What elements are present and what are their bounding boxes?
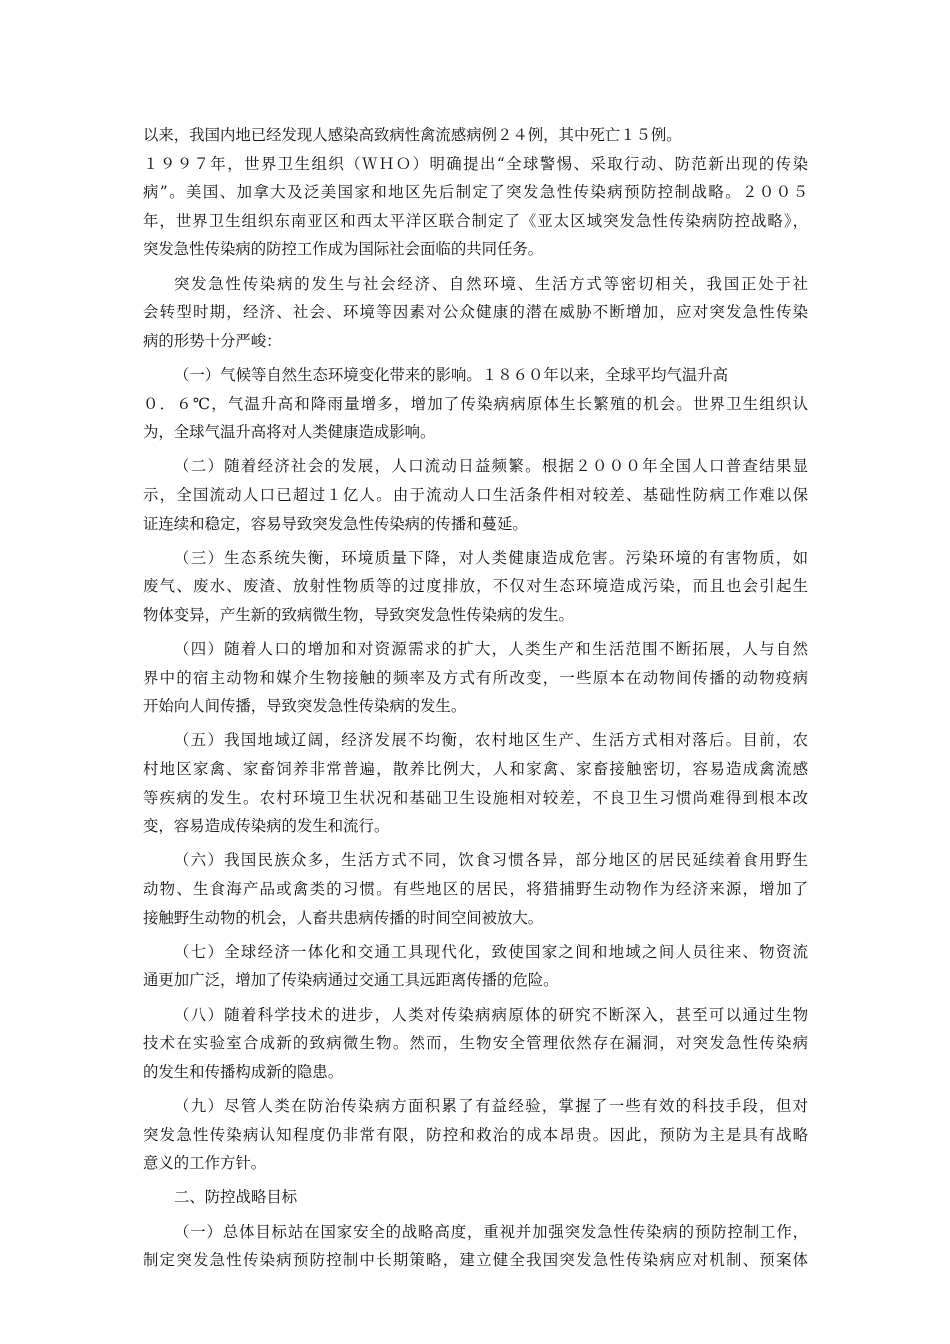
text-line: （二）随着经济社会的发展，人口流动日益频繁。根据２０００年全国人口普查结果显 [174,457,808,476]
text-line: （六）我国民族众多，生活方式不同，饮食习惯各异，部分地区的居民延续着食用野生 [174,851,808,870]
text-line: （八）随着科学技术的进步，人类对传染病病原体的研究不断深入，甚至可以通过生物 [174,1005,808,1024]
text-line: （一）气候等自然生态环境变化带来的影响。１８６０年以来，全球平均气温升高 [174,365,729,384]
text-line: 技术在实验室合成新的致病微生物。然而，生物安全管理依然存在漏洞，对突发急性传染病 [143,1034,808,1053]
section-heading-text: 二、防控战略目标 [174,1188,298,1207]
text-line: 意义的工作方针。 [143,1154,267,1173]
text-line: 通更加广泛，增加了传染病通过交通工具远距离传播的危险。 [143,971,559,990]
paragraph [143,121,808,264]
paragraph [143,1001,808,1087]
text-line: 接触野生动物的机会，人畜共患病传播的时间空间被放大。 [143,908,544,927]
text-line: 物体变异，产生新的致病微生物，导致突发急性传染病的发生。 [143,605,574,624]
text-line: 村地区家禽、家畜饲养非常普遍，散养比例大，人和家禽、家畜接触密切，容易造成禽流感 [143,760,808,779]
paragraph [143,1218,808,1275]
text-line: （三）生态系统失衡，环境质量下降，对人类健康造成危害。污染环境的有害物质，如 [174,548,808,567]
paragraph [143,938,808,995]
text-line: ０．６℃，气温升高和降雨量增多，增加了传染病病原体生长繁殖的机会。世界卫生组织认 [143,394,808,413]
paragraph [143,635,808,721]
text-line: 病”。美国、加拿大及泛美国家和地区先后制定了突发急性传染病预防控制战略。２００５ [143,183,808,202]
text-line: 开始向人间传播，导致突发急性传染病的发生。 [143,697,467,716]
paragraph [143,846,808,932]
text-line: （九）尽管人类在防治传染病方面积累了有益经验，掌握了一些有效的科技手段，但对 [174,1096,808,1115]
text-line: １９９７年，世界卫生组织（ＷＨＯ）明确提出“全球警惕、采取行动、防范新出现的传染 [143,154,808,173]
text-line: 以来，我国内地已经发现人感染高致病性禽流感病例２４例，其中死亡１５例。 [143,126,682,144]
paragraph [143,452,808,538]
paragraph [143,544,808,630]
text-line: 动物、生食海产品或禽类的习惯。有些地区的居民，将猎捕野生动物作为经济来源，增加了 [143,880,808,898]
text-line: （五）我国地域辽阔，经济发展不均衡，农村地区生产、生活方式相对落后。目前，农 [174,731,808,750]
text-line: 突发急性传染病认知程度仍非常有限，防控和救治的成本昂贵。因此，预防为主是具有战略 [143,1125,808,1144]
text-line: 会转型时期，经济、社会、环境等因素对公众健康的潜在威胁不断增加，应对突发急性传染 [143,303,808,322]
section-heading [143,1183,808,1212]
text-line: 等疾病的发生。农村环境卫生状况和基础卫生设施相对较差，不良卫生习惯尚难得到根本改 [143,788,808,807]
paragraph [143,726,808,840]
text-line: 界中的宿主动物和媒介生物接触的频率及方式有所改变，一些原本在动物间传播的动物疫病 [143,668,808,687]
text-line: 年，世界卫生组织东南亚区和西太平洋区联合制定了《亚太区域突发急性传染病防控战略》， [143,211,808,230]
text-line: 制定突发急性传染病预防控制中长期策略，建立健全我国突发急性传染病应对机制、预案体 [143,1251,808,1270]
text-line: 的发生和传播构成新的隐患。 [143,1062,344,1081]
text-line: 废气、废水、废渣、放射性物质等的过度排放，不仅对生态环境造成污染，而且也会引起生 [143,577,808,596]
text-line: （七）全球经济一体化和交通工具现代化，致使国家之间和地域之间人员往来、物资流 [174,942,808,961]
paragraph [143,361,808,447]
text-line: 突发急性传染病的发生与社会经济、自然环境、生活方式等密切相关，我国正处于社 [174,274,808,293]
paragraph [143,1092,808,1178]
text-line: 证连续和稳定，容易导致突发急性传染病的传播和蔓延。 [143,514,528,533]
text-line: （一）总体目标站在国家安全的战略高度，重视并加强突发急性传染病的预防控制工作， [174,1222,808,1241]
text-line: 突发急性传染病的防控工作成为国际社会面临的共同任务。 [143,240,544,259]
text-line: 为，全球气温升高将对人类健康造成影响。 [143,423,436,442]
text-line: 病的形势十分严峻： [143,331,282,350]
text-line: 示，全国流动人口已超过１亿人。由于流动人口生活条件相对较差、基础性防病工作难以保 [143,485,808,504]
text-line: 变，容易造成传染病的发生和流行。 [143,817,390,836]
text-line: （四）随着人口的增加和对资源需求的扩大，人类生产和生活范围不断拓展，人与自然 [174,640,808,659]
document-body [143,121,808,1275]
paragraph [143,270,808,356]
